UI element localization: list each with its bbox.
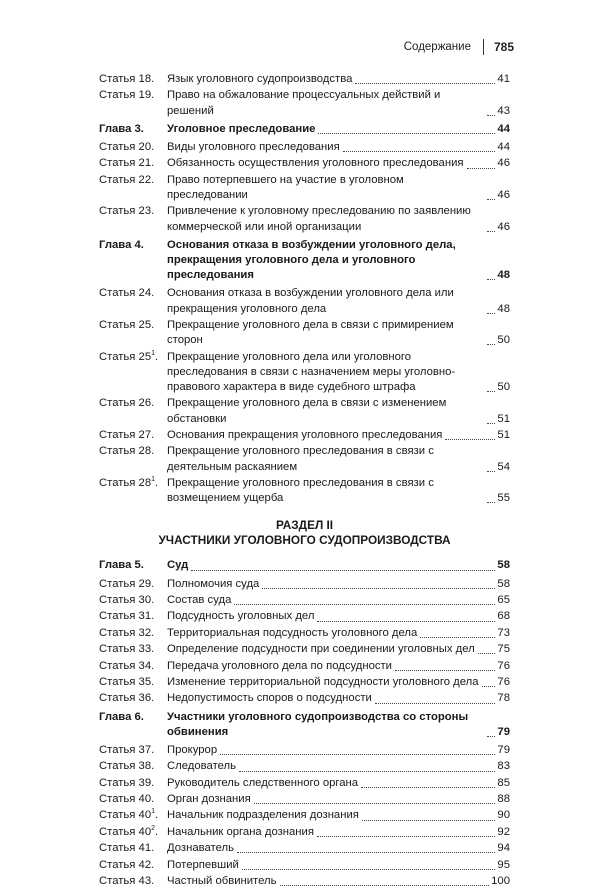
entry-title: Передача уголовного дела по подсудности	[167, 659, 392, 672]
dot-leader	[361, 787, 495, 788]
entry-page-number: 90	[497, 809, 510, 822]
toc-chapter	[99, 122, 510, 137]
toc-article	[99, 428, 510, 443]
entry-number: Глава 3.	[99, 122, 144, 135]
dot-leader	[487, 423, 495, 424]
toc-article	[99, 156, 510, 171]
entry-title: Основания отказа в возбуждении уголовного дела или прекращения уголовного дела	[167, 287, 454, 315]
toc-article	[99, 874, 510, 889]
dot-leader	[487, 391, 495, 392]
entry-title: Прокурор	[167, 743, 218, 756]
entry-page-number: 55	[497, 492, 510, 505]
entry-page-number: 54	[497, 460, 510, 473]
entry-page-number: 92	[497, 825, 510, 838]
entry-page-number: 48	[497, 269, 510, 282]
toc-article	[99, 659, 510, 674]
entry-number: Статья 30.	[99, 593, 155, 606]
toc-article	[99, 593, 510, 608]
toc-chapter	[99, 238, 510, 284]
entry-title: Недопустимость споров о подсудности	[167, 692, 372, 705]
toc-article	[99, 776, 510, 791]
entry-page-number: 65	[497, 593, 510, 606]
entry-number: Статья 32.	[99, 626, 155, 639]
dot-leader	[242, 869, 496, 870]
entry-title: Суд	[167, 559, 189, 572]
dot-leader	[280, 885, 490, 886]
toc-article	[99, 858, 510, 873]
entry-title: Право потерпевшего на участие в уголовном преследовании	[167, 173, 404, 201]
dot-leader	[239, 771, 495, 772]
entry-title: Прекращение уголовного дела в связи с примирением сторон	[167, 318, 454, 347]
dot-leader	[487, 231, 495, 232]
dot-leader	[487, 471, 495, 472]
entry-page-number: 50	[497, 334, 510, 347]
entry-number: Статья 20.	[99, 141, 155, 153]
entry-title: Прекращение уголовного дела или уголовного преследования в связи с назначением меры уголовно-правового характера в виде судебного штрафа	[167, 350, 456, 393]
dot-leader	[355, 83, 495, 84]
entry-number: Статья $25^1$.	[99, 349, 159, 363]
entry-page-number: 51	[497, 412, 510, 425]
toc-article	[99, 642, 510, 657]
dot-leader	[487, 313, 495, 314]
entry-number: Статья 40.	[99, 793, 155, 806]
entry-number: Статья 35.	[99, 675, 155, 688]
entry-number: Статья 23.	[99, 205, 155, 218]
toc-article	[99, 743, 510, 758]
dot-leader	[487, 279, 495, 280]
entry-number-superscript: 1	[151, 808, 156, 816]
dot-leader	[395, 670, 495, 671]
entry-number: Статья 34.	[99, 659, 155, 672]
section-title: УЧАСТНИКИ УГОЛОВНОГО СУДОПРОИЗВОДСТВА	[158, 533, 451, 548]
entry-number: Статья 41.	[99, 842, 155, 855]
dot-leader	[191, 570, 495, 571]
entry-title: Начальник органа дознания	[167, 825, 314, 838]
entry-number: Статья 21.	[99, 157, 155, 170]
dot-leader	[317, 621, 495, 622]
toc-article	[99, 88, 510, 118]
entry-page-number: 76	[497, 659, 510, 672]
entry-page-number: 48	[497, 302, 510, 315]
dot-leader	[482, 686, 496, 687]
dot-leader	[317, 836, 495, 837]
entry-page-number: 46	[497, 157, 510, 170]
entry-number: Статья 19.	[99, 89, 155, 102]
entry-number: Статья 42.	[99, 858, 155, 871]
dot-leader	[445, 439, 495, 440]
entry-number: Глава 5.	[99, 559, 144, 572]
entry-title: Прекращение уголовного преследования в связи с возмещением ущерба	[167, 476, 434, 505]
entry-title: Язык уголовного судопроизводства	[167, 73, 353, 85]
entry-title: Привлечение к уголовному преследованию по заявлению коммерческой или иной организации	[167, 205, 471, 233]
dot-leader	[362, 820, 496, 821]
toc-article	[99, 577, 510, 592]
entry-title: Виды уголовного преследования	[167, 141, 340, 153]
dot-leader	[343, 151, 496, 152]
toc-article	[99, 792, 510, 807]
toc-article	[99, 476, 510, 506]
page-number: 785	[493, 40, 514, 54]
toc-article	[99, 72, 510, 87]
entry-page-number: 44	[497, 141, 510, 153]
entry-title: Право на обжалование процессуальных действий и решений	[167, 89, 441, 117]
entry-page-number: 95	[497, 858, 510, 871]
entry-page-number: 79	[497, 743, 510, 756]
dot-leader	[487, 502, 495, 503]
toc-article	[99, 825, 510, 840]
dot-leader	[375, 703, 496, 704]
toc-chapter	[99, 710, 510, 740]
toc-article	[99, 609, 510, 624]
dot-leader	[487, 344, 495, 345]
toc-article	[99, 140, 510, 155]
entry-number: Статья 26.	[99, 397, 155, 410]
toc-article	[99, 173, 510, 203]
entry-number-superscript: 1	[151, 349, 156, 357]
entry-title: Прекращение уголовного преследования в связи с деятельным раскаянием	[167, 445, 434, 473]
entry-number: Статья 33.	[99, 643, 155, 656]
entry-page-number: 51	[497, 428, 510, 441]
entry-number: Статья 43.	[99, 875, 155, 888]
dot-leader	[254, 803, 496, 804]
dot-leader	[487, 736, 495, 737]
entry-title: Подсудность уголовных дел	[167, 610, 315, 623]
entry-number: Статья 29.	[99, 577, 155, 590]
entry-title: Орган дознания	[167, 793, 251, 806]
entry-page-number: 43	[497, 104, 510, 117]
entry-title: Участники уголовного судопроизводства со стороны обвинения	[167, 710, 469, 738]
entry-number: Статья 27.	[99, 428, 155, 441]
entry-number: Глава 6.	[99, 710, 144, 723]
entry-number: Статья 22.	[99, 173, 155, 186]
entry-title: Руководитель следственного органа	[167, 776, 359, 789]
entry-number-superscript: 2	[151, 825, 156, 833]
dot-leader	[234, 604, 495, 605]
entry-title: Определение подсудности при соединении уголовных дел	[167, 643, 475, 656]
entry-page-number: 41	[497, 73, 510, 85]
entry-number: Статья 39.	[99, 776, 155, 789]
entry-number: Статья 31.	[99, 610, 155, 623]
dot-leader	[487, 199, 495, 200]
dot-leader	[420, 637, 495, 638]
dot-leader	[478, 653, 496, 654]
entry-page-number: 46	[497, 220, 510, 233]
entry-page-number: 88	[497, 793, 510, 806]
running-head	[404, 39, 514, 55]
entry-page-number: 73	[497, 626, 510, 639]
toc-article	[99, 691, 510, 706]
toc-article	[99, 759, 510, 774]
section-number: РАЗДЕЛ II	[275, 518, 334, 533]
dot-leader	[467, 168, 496, 169]
toc-chapter	[99, 558, 510, 573]
entry-number: Статья 24.	[99, 287, 155, 300]
entry-number: Статья 36.	[99, 692, 155, 705]
entry-title: Основания прекращения уголовного преследования	[167, 428, 443, 441]
entry-page-number: 100	[491, 875, 510, 888]
toc-article	[99, 626, 510, 641]
entry-number: Статья 25.	[99, 318, 155, 331]
entry-page-number: 83	[497, 760, 510, 773]
toc-article	[99, 396, 510, 426]
entry-page-number: 46	[497, 188, 510, 201]
entry-title: Прекращение уголовного дела в связи с изменением обстановки	[167, 397, 447, 425]
entry-title: Изменение территориальной подсудности уголовного дела	[167, 675, 479, 688]
entry-title: Состав суда	[167, 593, 232, 606]
toc-article	[99, 808, 510, 823]
dot-leader	[318, 133, 495, 134]
section-heading	[99, 518, 510, 548]
entry-page-number: 50	[497, 380, 510, 393]
entry-page-number: 75	[497, 643, 510, 656]
entry-title: Дознаватель	[167, 842, 234, 855]
entry-title: Начальник подразделения дознания	[167, 809, 359, 822]
toc-article	[99, 675, 510, 690]
entry-number: Статья 37.	[99, 743, 155, 756]
toc-article	[99, 286, 510, 316]
entry-number: Статья $40^1$.	[99, 808, 159, 822]
running-head-divider	[483, 39, 484, 55]
entry-number: Статья 28.	[99, 445, 155, 458]
entry-number: Статья $28^1$.	[99, 476, 159, 489]
entry-title: Следователь	[167, 760, 237, 773]
running-head-title: Содержание	[403, 41, 471, 53]
entry-page-number: 58	[497, 577, 510, 590]
entry-page-number: 85	[497, 776, 510, 789]
toc-article	[99, 350, 510, 396]
entry-page-number: 58	[497, 559, 510, 572]
entry-page-number: 94	[497, 842, 510, 855]
entry-page-number: 78	[497, 692, 510, 705]
entry-page-number: 79	[497, 725, 510, 738]
dot-leader	[237, 852, 495, 853]
entry-number: Глава 4.	[99, 238, 144, 251]
entry-page-number: 76	[497, 675, 510, 688]
entry-title: Потерпевший	[167, 858, 239, 871]
entry-title: Основания отказа в возбуждении уголовного дела, прекращения уголовного дела и уголовного преследования	[167, 238, 456, 282]
dot-leader	[487, 115, 495, 116]
dot-leader	[220, 754, 495, 755]
entry-page-number: 44	[497, 122, 510, 135]
toc-article	[99, 204, 510, 234]
entry-number: Статья $40^2$.	[99, 825, 159, 838]
entry-title: Полномочия суда	[167, 577, 260, 590]
entry-number-superscript: 1	[151, 476, 156, 484]
entry-title: Обязанность осуществления уголовного преследования	[167, 157, 464, 170]
toc-article	[99, 318, 510, 348]
entry-number: Статья 38.	[99, 760, 155, 773]
entry-page-number: 68	[497, 610, 510, 623]
toc-article	[99, 841, 510, 856]
entry-number: Статья 18.	[99, 73, 155, 85]
toc-article	[99, 444, 510, 474]
dot-leader	[262, 588, 495, 589]
entry-title: Частный обвинитель	[167, 875, 277, 888]
entry-title: Уголовное преследование	[167, 122, 316, 135]
entry-title: Территориальная подсудность уголовного дела	[167, 626, 418, 639]
table-of-contents	[99, 72, 510, 890]
